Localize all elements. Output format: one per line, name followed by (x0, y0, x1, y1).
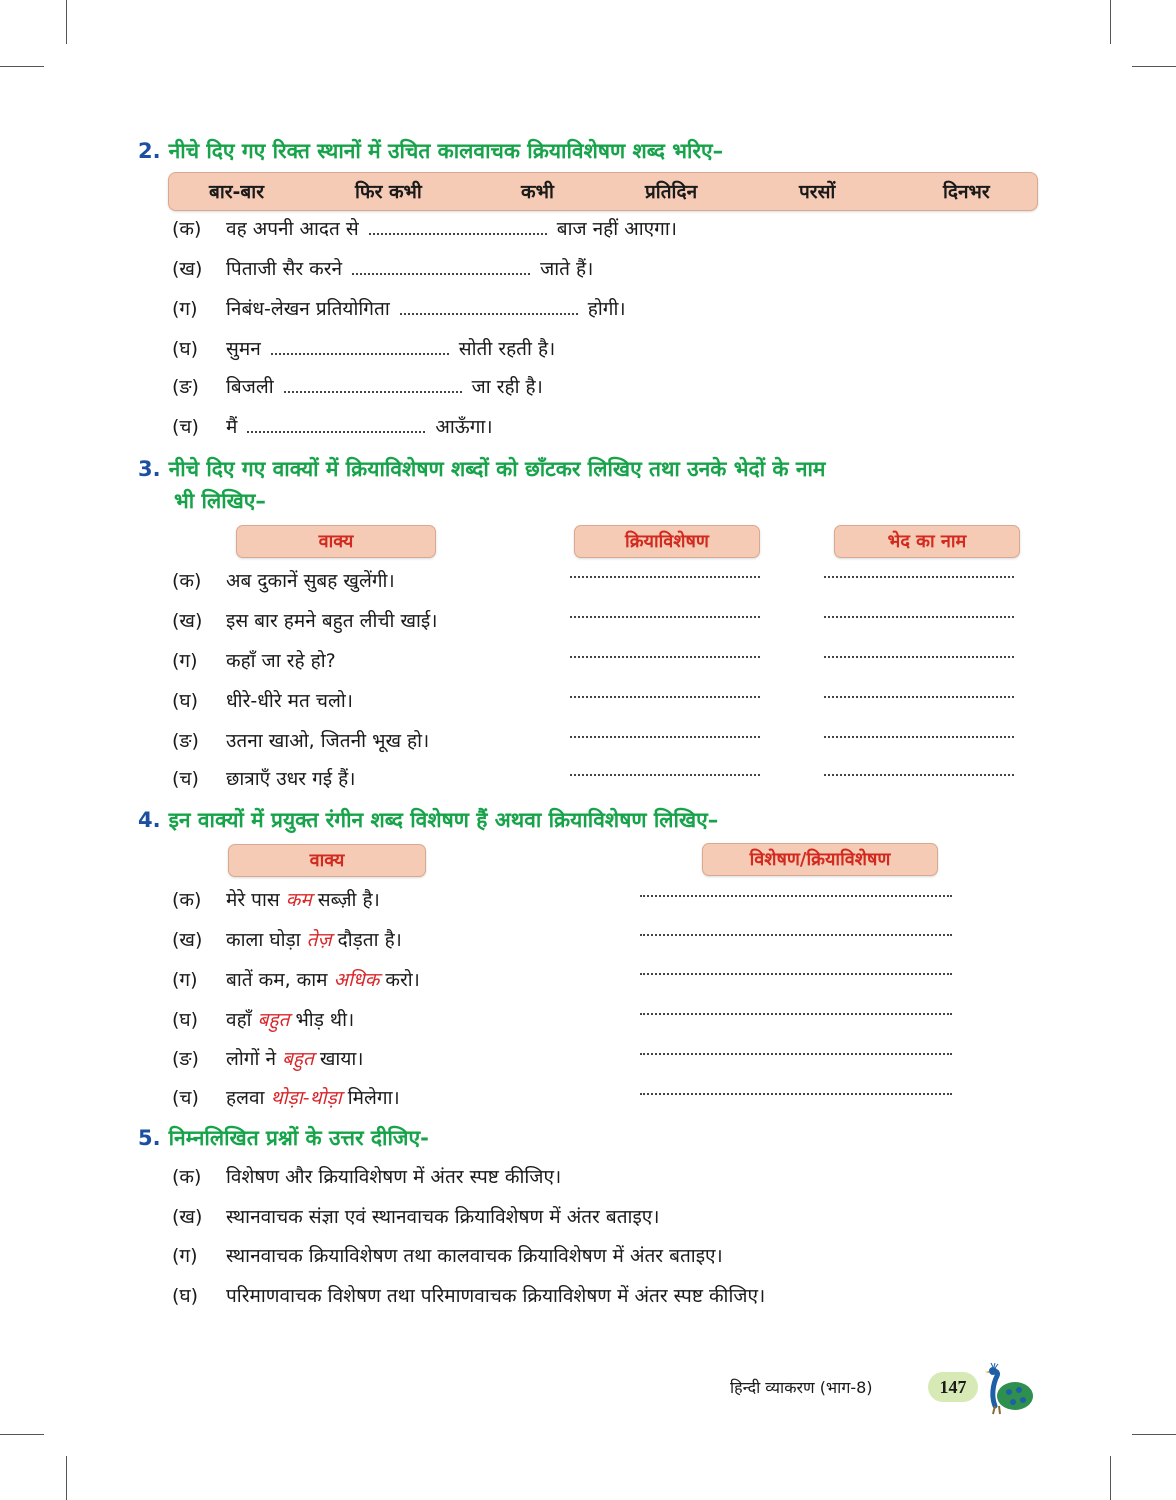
q3-type-blank[interactable] (824, 774, 1014, 776)
item-text: स्थानवाचक क्रियाविशेषण तथा कालवाचक क्रियाविशेषण में अंतर बताइए। (226, 1245, 723, 1267)
q3-type-blank[interactable] (824, 576, 1014, 578)
q2-heading (138, 137, 723, 165)
book-title: हिन्दी व्याकरण (भाग-8) (730, 1378, 873, 1397)
item-label: (च) (172, 416, 199, 438)
item-label: (ग) (172, 650, 198, 672)
item-text: वहाँ (226, 1009, 252, 1031)
highlighted-word: कम (285, 889, 312, 911)
crop-mark (1132, 1434, 1176, 1435)
item-text: सुमन (226, 338, 261, 360)
q4-answer-blank[interactable] (640, 1093, 952, 1095)
item-label: (घ) (172, 1285, 199, 1307)
q3-adverb-blank[interactable] (570, 774, 760, 776)
q4-answer-blank[interactable] (640, 1013, 952, 1015)
crop-mark (1110, 0, 1111, 44)
q3-item (172, 607, 437, 633)
q5-item (172, 1282, 765, 1308)
item-text: निबंध-लेखन प्रतियोगिता (226, 298, 390, 320)
item-text: बाज नहीं आएगा। (556, 218, 677, 240)
crop-mark (0, 66, 44, 67)
q4-item (172, 926, 402, 952)
item-text: मेरे पास (226, 889, 280, 911)
item-label: (क) (172, 1166, 202, 1188)
item-label: (घ) (172, 690, 199, 712)
highlighted-word: बहुत (282, 1048, 314, 1070)
q3-item (172, 687, 353, 713)
item-text: मिलेगा। (347, 1087, 400, 1109)
q4-header-sentence: वाक्य (228, 844, 426, 877)
q2-title: नीचे दिए गए रिक्त स्थानों में उचित कालवाचक क्रियाविशेषण शब्द भरिए– (168, 139, 724, 163)
q4-item (172, 1084, 400, 1110)
q3-item (172, 727, 429, 753)
item-text: करो। (385, 969, 420, 991)
item-label: (ख) (172, 258, 203, 280)
item-text: काला घोड़ा (226, 929, 301, 951)
q2-item (172, 373, 543, 399)
item-label: (ङ) (172, 1048, 199, 1070)
q3-type-blank[interactable] (824, 616, 1014, 618)
q4-answer-blank[interactable] (640, 973, 952, 975)
crop-mark (66, 1456, 67, 1500)
q4-item (172, 1045, 364, 1071)
highlighted-word: बहुत (257, 1009, 290, 1031)
item-text: धीरे-धीरे मत चलो। (226, 690, 353, 712)
fill-blank[interactable] (284, 379, 462, 393)
item-text: जाते हैं। (540, 258, 594, 280)
highlighted-word: तेज़ (306, 929, 332, 951)
q5-title: निम्नलिखित प्रश्नों के उत्तर दीजिए- (168, 1126, 429, 1150)
q3-title: नीचे दिए गए वाक्यों में क्रियाविशेषण शब्दों को छाँटकर लिखिए तथा उनके भेदों के नाम (168, 457, 826, 481)
q5-item (172, 1163, 561, 1189)
item-text: उतना खाओ, जितनी भूख हो। (226, 730, 430, 752)
crop-mark (66, 0, 67, 44)
q4-number: 4. (138, 808, 161, 832)
fill-blank[interactable] (400, 301, 578, 315)
q2-word-bank (168, 172, 1038, 211)
item-label: (घ) (172, 338, 199, 360)
q3-item (172, 567, 395, 593)
item-text: स्थानवाचक संज्ञा एवं स्थानवाचक क्रियाविशेषण में अंतर बताइए। (226, 1206, 660, 1228)
q4-header-answer: विशेषण/क्रियाविशेषण (702, 843, 938, 876)
item-text: अब दुकानें सुबह खुलेंगी। (226, 570, 395, 592)
q3-item (172, 647, 336, 673)
q2-item (172, 255, 593, 281)
q4-answer-blank[interactable] (640, 934, 952, 936)
item-text: आऊँगा। (435, 416, 493, 438)
item-label: (घ) (172, 1009, 199, 1031)
item-text: हलवा (226, 1087, 265, 1109)
fill-blank[interactable] (247, 419, 425, 433)
item-text: खाया। (319, 1048, 364, 1070)
q3-adverb-blank[interactable] (570, 656, 760, 658)
q2-item (172, 335, 555, 361)
q4-heading (138, 806, 718, 834)
item-label: (क) (172, 570, 202, 592)
item-text: बातें कम, काम (226, 969, 328, 991)
word-bank-item: कभी (521, 181, 554, 203)
item-label: (क) (172, 889, 202, 911)
word-bank-item: प्रतिदिन (645, 181, 698, 203)
item-text: मैं (226, 416, 238, 438)
item-text: लोगों ने (226, 1048, 277, 1070)
crop-mark (0, 1434, 44, 1435)
item-label: (ख) (172, 929, 203, 951)
crop-mark (1110, 1456, 1111, 1500)
q5-item (172, 1203, 660, 1229)
item-text: बिजली (226, 376, 274, 398)
item-label: (ख) (172, 610, 203, 632)
q3-header-type: भेद का नाम (834, 525, 1020, 558)
fill-blank[interactable] (352, 261, 530, 275)
word-bank-item: फिर कभी (355, 181, 422, 203)
q3-header-sentence: वाक्य (236, 525, 436, 558)
q3-adverb-blank[interactable] (570, 616, 760, 618)
q3-title-cont: भी लिखिए– (174, 489, 266, 513)
q3-adverb-blank[interactable] (570, 736, 760, 738)
word-bank-item: बार-बार (209, 181, 264, 203)
item-text: इस बार हमने बहुत लीची खाई। (226, 610, 438, 632)
item-label: (ग) (172, 1245, 198, 1267)
item-text: कहाँ जा रहे हो? (226, 650, 336, 672)
item-text: वह अपनी आदत से (226, 218, 359, 240)
item-label: (च) (172, 768, 199, 790)
item-label: (क) (172, 218, 202, 240)
peacock-icon (975, 1362, 1035, 1416)
q2-item (172, 295, 626, 321)
q4-item (172, 966, 420, 992)
item-text: छात्राएँ उधर गई हैं। (226, 768, 356, 790)
q4-title: इन वाक्यों में प्रयुक्त रंगीन शब्द विशेषण हैं अथवा क्रियाविशेषण लिखिए– (168, 808, 719, 832)
item-label: (च) (172, 1087, 199, 1109)
q3-heading (138, 455, 826, 515)
q4-item (172, 1006, 354, 1032)
item-text: सोती रहती है। (458, 338, 556, 360)
item-label: (ङ) (172, 376, 199, 398)
item-label: (ङ) (172, 730, 199, 752)
q2-item (172, 215, 677, 241)
q3-number: 3. (138, 457, 161, 481)
item-text: पिताजी सैर करने (226, 258, 343, 280)
word-bank-item: दिनभर (943, 181, 990, 203)
q5-number: 5. (138, 1126, 161, 1150)
q4-answer-blank[interactable] (640, 895, 952, 897)
crop-mark (1132, 66, 1176, 67)
item-text: दौड़ता है। (337, 929, 402, 951)
fill-blank[interactable] (271, 341, 449, 355)
item-label: (ख) (172, 1206, 203, 1228)
item-text: होगी। (587, 298, 626, 320)
q2-item (172, 413, 493, 439)
q3-header-adverb: क्रियाविशेषण (574, 525, 760, 558)
item-text: भीड़ थी। (295, 1009, 355, 1031)
q3-type-blank[interactable] (824, 736, 1014, 738)
item-label: (ग) (172, 969, 198, 991)
q3-adverb-blank[interactable] (570, 576, 760, 578)
q3-type-blank[interactable] (824, 696, 1014, 698)
item-text: विशेषण और क्रियाविशेषण में अंतर स्पष्ट कीजिए। (226, 1166, 562, 1188)
word-bank-item: परसों (799, 181, 836, 203)
q4-item (172, 886, 380, 912)
item-text: जा रही है। (471, 376, 543, 398)
item-text: परिमाणवाचक विशेषण तथा परिमाणवाचक क्रियाविशेषण में अंतर स्पष्ट कीजिए। (226, 1285, 766, 1307)
q3-type-blank[interactable] (824, 656, 1014, 658)
item-label: (ग) (172, 298, 198, 320)
page-number: 147 (928, 1372, 978, 1402)
q5-heading (138, 1124, 429, 1152)
item-text: सब्ज़ी है। (317, 889, 380, 911)
q2-number: 2. (138, 139, 161, 163)
fill-blank[interactable] (369, 221, 547, 235)
q4-answer-blank[interactable] (640, 1053, 952, 1055)
q3-item (172, 765, 355, 791)
highlighted-word: अधिक (333, 969, 380, 991)
highlighted-word: थोड़ा-थोड़ा (270, 1087, 342, 1109)
q5-item (172, 1242, 723, 1268)
q3-adverb-blank[interactable] (570, 696, 760, 698)
